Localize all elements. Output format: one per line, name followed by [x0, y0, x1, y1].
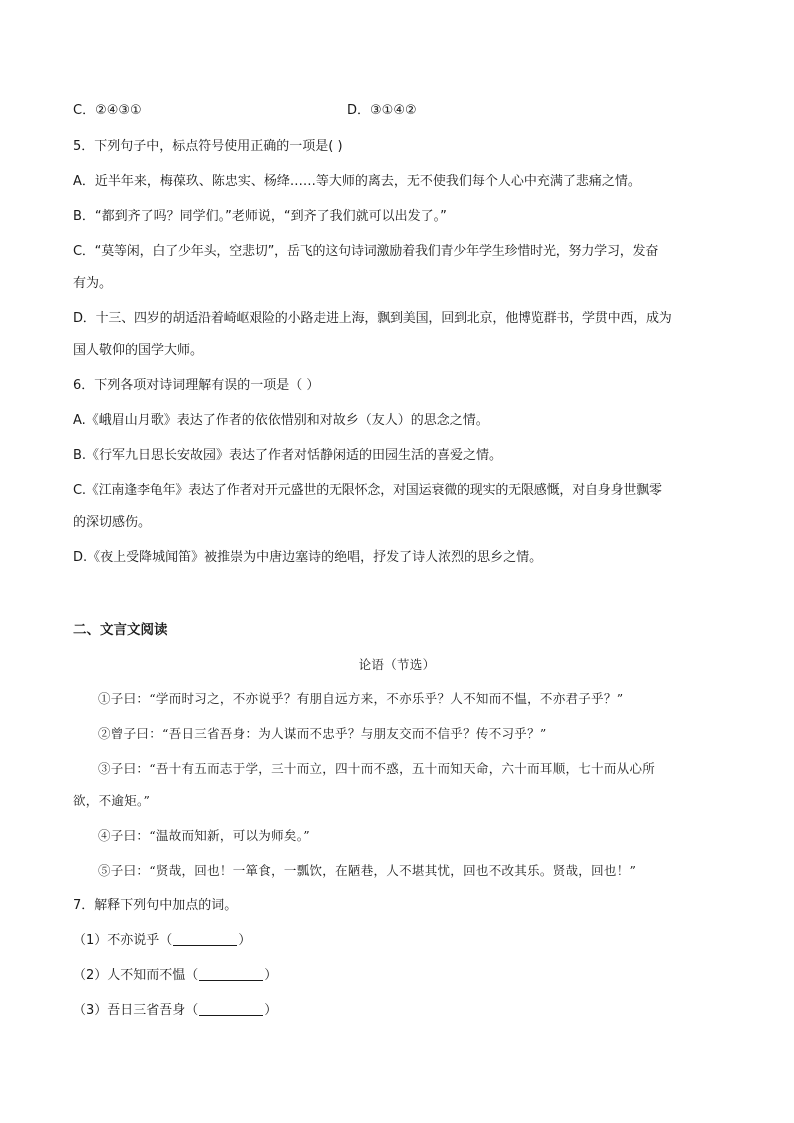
q4-option-c: C．②④③①: [73, 103, 142, 118]
q6-option-a: A.《峨眉山月歌》表达了作者的依依惜别和对故乡（友人）的思念之情。: [73, 413, 489, 428]
q5-option-a: A．近半年来，梅葆玖、陈忠实、杨绛……等大师的离去，无不使我们每个人心中充满了悲痛之情。: [73, 174, 641, 189]
q7-item-2: [73, 967, 277, 985]
q6-option-c-line2: 的深切感伤。: [73, 515, 152, 530]
passage-paragraph-2: ②曾子曰：“吾日三省吾身：为人谋而不忠乎？与朋友交而不信乎？传不习乎？”: [98, 726, 547, 741]
passage-title: 论语（节选）: [358, 657, 436, 672]
answer-blank-1[interactable]: [173, 933, 237, 946]
section-heading: 二、文言文阅读: [73, 622, 168, 638]
passage-paragraph-3-line1: ③子曰：“吾十有五而志于学，三十而立，四十而不惑，五十而知天命，六十而耳顺，七十而从心所: [98, 761, 656, 776]
q7-item-3: [73, 1002, 277, 1020]
q5-option-d-line1: D．十三、四岁的胡适沿着崎岖艰险的小路走进上海，飘到美国，回到北京，他博览群书，学贯中西，成为: [73, 311, 672, 326]
passage-paragraph-5: ⑤子曰：“贤哉，回也！一箪食，一瓢饮，在陋巷，人不堪其忧，回也不改其乐。贤哉，回也！”: [98, 863, 637, 878]
q6-option-c-line1: C.《江南逢李龟年》表达了作者对开元盛世的无限怀念，对国运衰微的现实的无限感慨，对自身身世飘零: [73, 483, 662, 498]
q7-item-1-close: ）: [238, 933, 252, 948]
q5-option-b: B．“都到齐了吗？同学们。”老师说，“到齐了我们就可以出发了。”: [73, 209, 447, 224]
q7-item-3-text: （3）吾日三省吾身（: [73, 1003, 199, 1018]
q5-option-c-line1: C．“莫等闲，白了少年头，空悲切”，岳飞的这句诗词激励着我们青少年学生珍惜时光，努力学习，发奋: [73, 244, 659, 259]
q7-item-3-close: ）: [264, 1003, 278, 1018]
q7-item-2-close: ）: [264, 968, 278, 983]
q5-option-d-line2: 国人敬仰的国学大师。: [73, 343, 204, 358]
q7-stem: 7．解释下列句中加点的词。: [73, 898, 238, 913]
passage-paragraph-3-line2: 欲，不逾矩。”: [73, 793, 151, 808]
q6-option-b: B.《行军九日思长安故园》表达了作者对恬静闲适的田园生活的喜爱之情。: [73, 448, 503, 463]
q4-option-d: D．③①④②: [347, 103, 417, 118]
q5-option-c-line2: 有为。: [73, 276, 113, 291]
q6-option-d: D.《夜上受降城闻笛》被推崇为中唐边塞诗的绝唱，抒发了诗人浓烈的思乡之情。: [73, 550, 543, 565]
passage-paragraph-1: ①子曰：“学而时习之，不亦说乎？有朋自远方来，不亦乐乎？人不知而不愠，不亦君子乎？”: [98, 691, 624, 706]
answer-blank-2[interactable]: [199, 968, 263, 981]
q7-item-1: [73, 932, 251, 950]
q7-item-2-text: （2）人不知而不愠（: [73, 968, 199, 983]
q5-stem: 5．下列句子中，标点符号使用正确的一项是( ): [73, 139, 343, 154]
q6-stem: 6．下列各项对诗词理解有误的一项是（ ）: [73, 378, 320, 393]
answer-blank-3[interactable]: [199, 1003, 263, 1016]
q7-item-1-text: （1）不亦说乎（: [73, 933, 173, 948]
passage-paragraph-4: ④子曰：“温故而知新，可以为师矣。”: [98, 828, 310, 843]
